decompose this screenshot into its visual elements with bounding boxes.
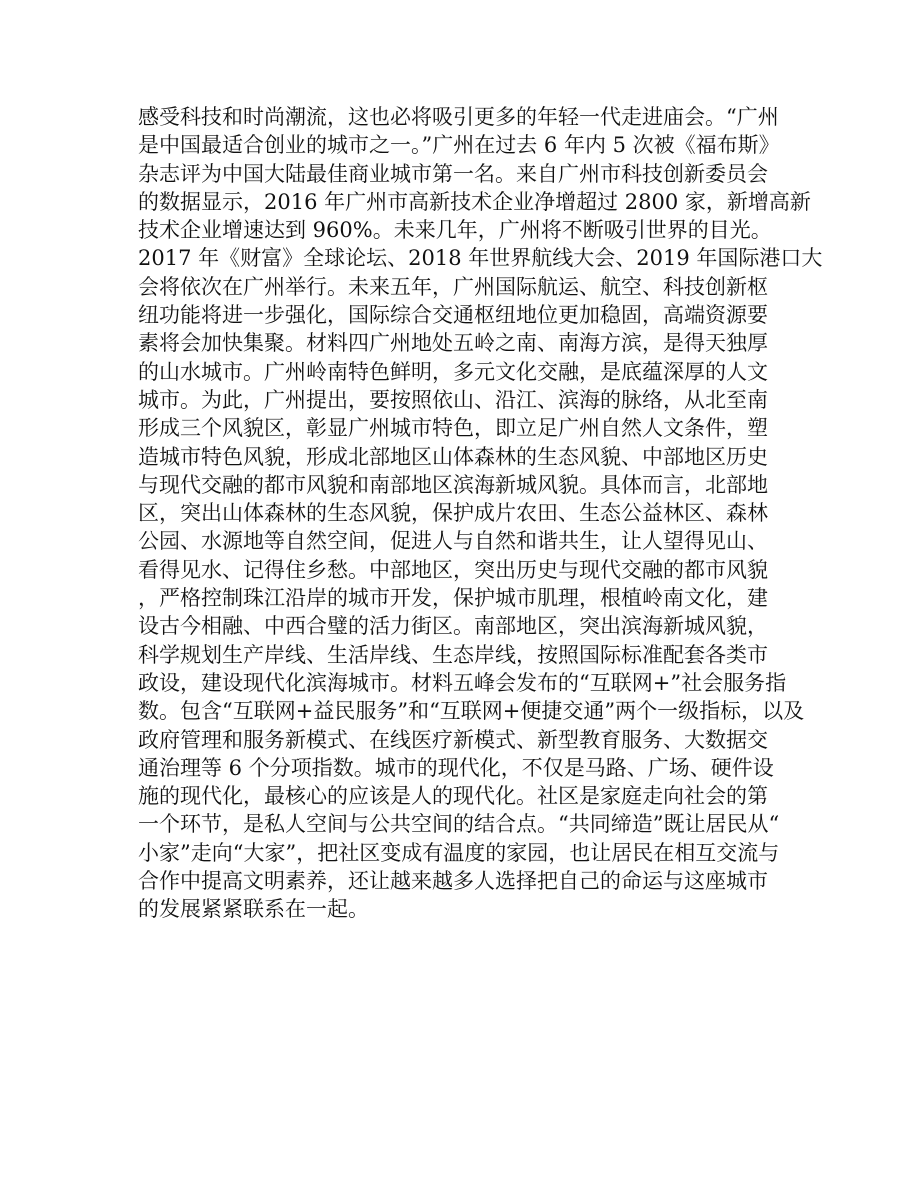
text-line: 区，突出山体森林的生态风貌，保护成片农田、生态公益林区、森林 <box>138 501 768 526</box>
text-line: 城市。为此，广州提出，要按照依山、沿江、滨海的脉络，从北至南 <box>138 387 768 412</box>
text-line: 小家”走向“大家”，把社区变成有温度的家园，也让居民在相互交流与 <box>138 840 780 865</box>
text-line: 公园、水源地等自然空间，促进人与自然和谐共生，让人望得见山、 <box>138 529 768 554</box>
text-line: 造城市特色风貌，形成北部地区山体森林的生态风貌、中部地区历史 <box>138 444 768 469</box>
text-line: 政设，建设现代化滨海城市。材料五峰会发布的“互联网+”社会服务指 <box>138 670 787 695</box>
text-line: 设古今相融、中西合璧的活力街区。南部地区，突出滨海新城风貌， <box>138 614 768 639</box>
text-line: 合作中提高文明素养，还让越来越多人选择把自己的命运与这座城市 <box>138 869 768 894</box>
text-line: 会将依次在广州举行。未来五年，广州国际航运、航空、科技创新枢 <box>138 274 768 299</box>
text-line: 科学规划生产岸线、生活岸线、生态岸线，按照国际标准配套各类市 <box>138 642 768 667</box>
text-line: 感受科技和时尚潮流，这也必将吸引更多的年轻一代走进庙会。“广州 <box>138 105 779 129</box>
text-line: 素将会加快集聚。材料四广州地处五岭之南、南海方滨，是得天独厚 <box>138 331 768 356</box>
text-line: ，严格控制珠江沿岸的城市开发，保护城市肌理，根植岭南文化，建 <box>138 586 768 611</box>
text-line: 技术企业增速达到 960%。未来几年，广州将不断吸引世界的目光。 <box>138 218 772 243</box>
body-paragraph <box>138 103 823 924</box>
text-line: 杂志评为中国大陆最佳商业城市第一名。来自广州市科技创新委员会 <box>138 161 768 186</box>
text-line: 的发展紧紧联系在一起。 <box>138 897 369 922</box>
text-line: 2017 年《财富》全球论坛、2018 年世界航线大会、2019 年国际港口大 <box>138 246 823 271</box>
text-line: 政府管理和服务新模式、在线医疗新模式、新型教育服务、大数据交 <box>138 727 768 752</box>
text-line: 纽功能将进一步强化，国际综合交通枢纽地位更加稳固，高端资源要 <box>138 303 768 328</box>
text-line: 通治理等 6 个分项指数。城市的现代化，不仅是马路、广场、硬件设 <box>138 755 774 780</box>
text-line: 的数据显示，2016 年广州市高新技术企业净增超过 2800 家，新增高新 <box>138 189 811 214</box>
text-line: 看得见水、记得住乡愁。中部地区，突出历史与现代交融的都市风貌 <box>138 557 768 582</box>
text-line: 施的现代化，最核心的应该是人的现代化。社区是家庭走向社会的第 <box>138 784 768 809</box>
text-line: 的山水城市。广州岭南特色鲜明，多元文化交融，是底蕴深厚的人文 <box>138 359 768 384</box>
text-line: 一个环节，是私人空间与公共空间的结合点。“共同缔造”既让居民从“ <box>138 812 780 837</box>
text-line: 数。包含“互联网+益民服务”和“互联网+便捷交通”两个一级指标，以及 <box>138 699 805 724</box>
text-line: 形成三个风貌区，彰显广州城市特色，即立足广州自然人文条件，塑 <box>138 416 768 441</box>
text-line: 与现代交融的都市风貌和南部地区滨海新城风貌。具体而言，北部地 <box>138 472 768 497</box>
text-line: 是中国最适合创业的城市之一。”广州在过去 6 年内 5 次被《福布斯》 <box>138 133 780 158</box>
